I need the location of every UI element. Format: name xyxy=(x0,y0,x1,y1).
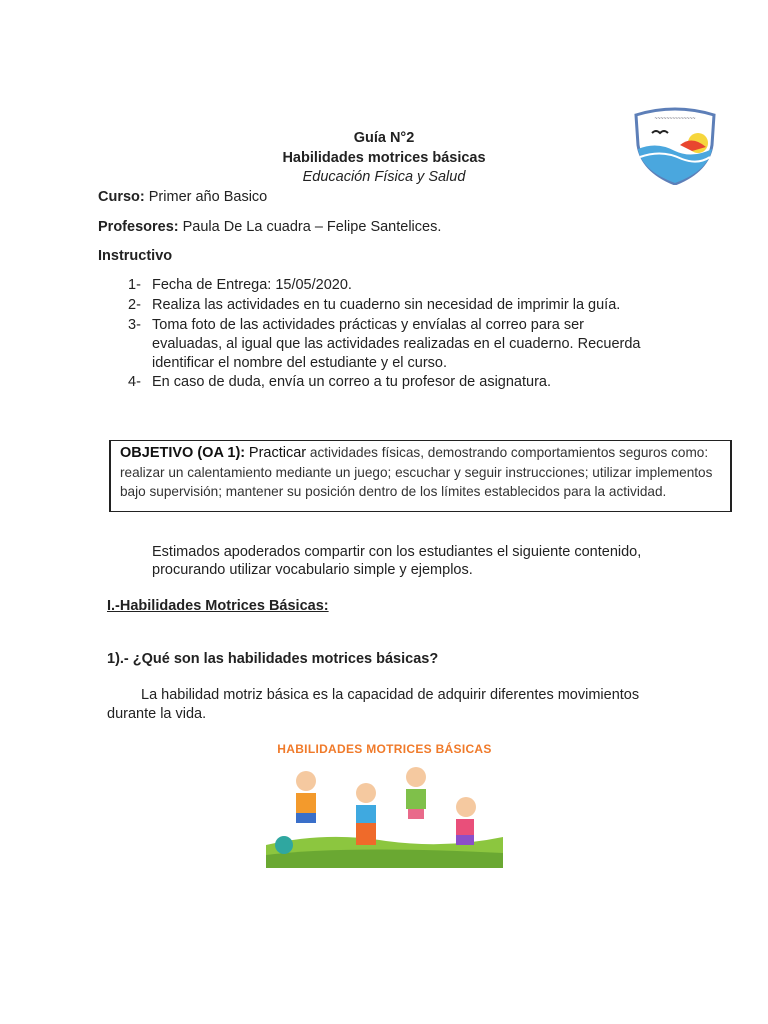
guide-subtitle: Habilidades motrices básicas xyxy=(282,150,486,166)
profesores-line: Profesores: Paula De La cuadra – Felipe Santelices. xyxy=(98,219,442,235)
answer-text: durante la vida. xyxy=(107,706,207,722)
objetivo-line: OBJETIVO (OA 1): Practicar actividades físicas, demostrando comportamientos seguros como: xyxy=(120,445,709,461)
list-item: Realiza las actividades en tu cuaderno sin necesidad de imprimir la guía. xyxy=(152,297,621,313)
list-item-number: 1- xyxy=(128,277,141,293)
section-heading: I.-Habilidades Motrices Básicas: xyxy=(107,598,329,614)
children-illustration xyxy=(266,737,503,868)
answer-text: La habilidad motriz básica es la capacidad de adquirir diferentes movimientos xyxy=(141,687,640,703)
svg-text:~~~~~~~~~~~~~~: ~~~~~~~~~~~~~~ xyxy=(654,116,696,122)
list-item: evaluadas, al igual que las actividades realizadas en el cuaderno. Recuerda xyxy=(152,336,641,352)
list-item-number: 4- xyxy=(128,374,141,390)
section-question: 1).- ¿Qué son las habilidades motrices básicas? xyxy=(107,651,439,667)
objetivo-box xyxy=(109,440,732,512)
list-item-number: 2- xyxy=(128,297,141,313)
intro-text: Estimados apoderados compartir con los estudiantes el siguiente contenido, xyxy=(152,544,642,560)
curso-line: Curso: Primer año Basico xyxy=(98,189,268,205)
objetivo-line: realizar un calentamiento mediante un juego; escuchar y seguir instrucciones; utilizar implementos xyxy=(120,465,713,480)
guide-title: Guía N°2 xyxy=(353,130,415,146)
list-item-number: 3- xyxy=(128,317,141,333)
instructivo-heading: Instructivo xyxy=(98,248,173,264)
subject-name: Educación Física y Salud xyxy=(302,169,466,185)
list-item: Fecha de Entrega: 15/05/2020. xyxy=(152,277,352,293)
list-item: Toma foto de las actividades prácticas y envíalas al correo para ser xyxy=(152,317,584,333)
objetivo-line: bajo supervisión; mantener su posición dentro de los límites establecidos para la actividad. xyxy=(120,484,667,499)
list-item: identificar el nombre del estudiante y el curso. xyxy=(152,355,447,371)
illustration-title: HABILIDADES MOTRICES BÁSICAS xyxy=(277,742,492,756)
list-item: En caso de duda, envía un correo a tu profesor de asignatura. xyxy=(152,374,552,390)
intro-text: procurando utilizar vocabulario simple y ejemplos. xyxy=(152,562,473,578)
